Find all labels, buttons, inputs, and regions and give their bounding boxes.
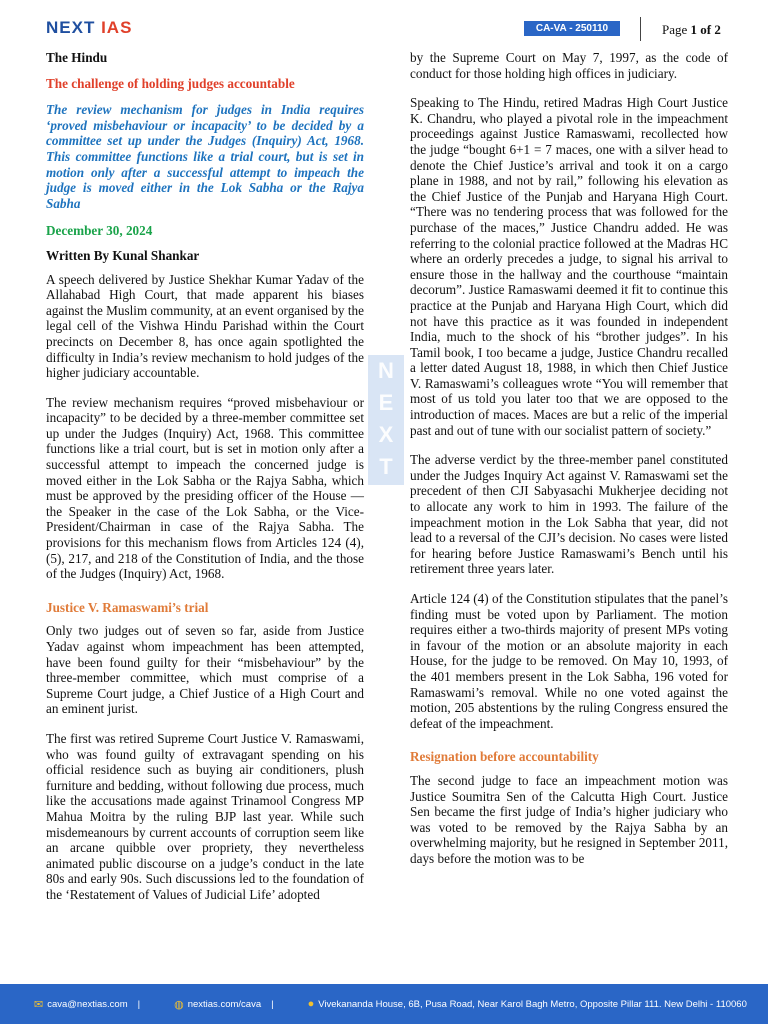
watermark-logo: N E X T: [368, 355, 404, 485]
article-deck: The review mechanism for judges in India requires ‘proved misbehaviour or incapacity’ to be decided by a committee set up under the Judges (Inquiry) Act, 1968. This committee functions like a trial court, but is set in motion only after a successful attempt to impeach the judge is moved either in the Lok Sabha or the Rajya Sabha: [46, 102, 364, 211]
page-prefix: Page: [662, 22, 691, 37]
body-paragraph: The review mechanism requires “proved misbehaviour or incapacity” to be decided by a three-member committee set up under the Judges (Inquiry) Act, 1968. This committee functions like a trial court, but is set in motion only after a successful attempt to impeach the concerned judge is moved either in the Lok Sabha or the Rajya Sabha, which must be approved by the presiding officer of the House — the Speaker in the case of the Lok Sabha, or the Vice-President/Chairman in case of the Rajya Sabha. The provisions for this mechanism flows from Articles 124 (4), (5), 217, and 218 of the Constitution of India, and the those of the Judges (Inquiry) Act, 1968.: [46, 394, 364, 582]
page-number: [662, 22, 721, 38]
right-column: [410, 50, 728, 881]
document-code-badge: CA-VA - 250110: [524, 21, 620, 36]
page-header: [0, 0, 768, 46]
footer-email[interactable]: [34, 998, 128, 1011]
left-column: [46, 50, 364, 917]
page-current: 1: [690, 22, 698, 37]
page-footer: [0, 984, 768, 1024]
body-paragraph: Article 124 (4) of the Constitution stipulates that the panel’s finding must be voted upon by Parliament. The motion requires either a two-thirds majority of present MPs voting in favour of the motion or an absolute majority in each House, for the judge to be removed. On May 10, 1993, of the 401 members present in the Lok Sabha, 196 voted for Ramaswami’s removal. While no one voted against the motion, 205 abstentions by the ruling Congress ensured the defeat of the impeachment.: [410, 591, 728, 731]
page-total: 2: [714, 22, 721, 37]
brand-logo: [46, 18, 132, 38]
article-source: The Hindu: [46, 50, 108, 65]
logo-main: NEXT: [46, 18, 96, 37]
body-paragraph: The second judge to face an impeachment motion was Justice Soumitra Sen of the Calcutta High Court. Justice Sen became the first judge of India’s higher judiciary who was voted to be removed by the Rajya Sabha by an overwhelming majority, but he resigned in September 2011, days before the motion was to be: [410, 772, 728, 866]
footer-separator: |: [137, 998, 141, 1010]
header-divider: [640, 17, 641, 41]
footer-address: [308, 998, 747, 1010]
body-paragraph: by the Supreme Court on May 7, 1997, as the code of conduct for those holding high offices in judiciary.: [410, 50, 728, 81]
body-paragraph: The adverse verdict by the three-member panel constituted under the Judges Inquiry Act against V. Ramaswami set the precedent of then CJI Sabyasachi Mukherjee deciding not to allocate any work to him in 1993. The failure of the impeachment motion in the Lok Sabha that year, did not lead to a reversal of the CJI’s decision. No cases were listed for hearing before Justice Ramaswami’s Bench until his retirement three years later.: [410, 452, 728, 577]
body-paragraph: Speaking to The Hindu, retired Madras High Court Justice K. Chandru, who played a pivotal role in the impeachment proceedings against Justice Ramaswami, recollected how the judge “bought 6+1 = 7 maces, one with a silver head to denote the Chief Justice’s arrival and took it on a cargo plane in 1988, and not by rail,” following his elevation as the Chief Justice of the Punjab and Haryana High Court. “There was no tendering process that was followed for the purchase of the maces,” Justice Chandru added. He was referring to the colonial practice followed at the Madras HC where an orderly precedes a judge, to signal his arrival to ensure those in the hallway and the courthouse “maintain decorum”. Justice Ramaswami deemed it fit to continue this practice at the Punjab and Haryana High Court, which did not have this practice as it was founded in independent India, much to the shock of his “brother judges”. In his Tamil book, I too became a judge, Justice Chandru recalled a letter dated August 18, 1988, in which then Chief Justice V. Ramaswami’s colleagues wrote “You will remember that most of us told you later too that we are opposed to the introduction of maces. Maces are but a relic of the imperial past and out of tune with our socialist pattern of society.”: [410, 95, 728, 438]
location-pin-icon: ●: [307, 998, 315, 1010]
mail-icon: ✉: [34, 998, 44, 1011]
body-paragraph: The first was retired Supreme Court Justice V. Ramaswami, who was found guilty of extravagant spending on his official residence such as buying air conditioners, plush furniture and bedding, without following due process, much like the accusations made against Trinamool Congress MP Mahua Moitra by the ruling BJP last year. While such misdemeanours by current accounts of corruption seem like an arcane quibble over propriety, they nevertheless animated public discourse on a judge’s conduct in the late 80s and early 90s. Such discussions led to the foundation of the ‘Restatement of Values of Judicial Life’ adopted: [46, 730, 364, 902]
footer-website[interactable]: [174, 998, 261, 1011]
logo-accent: IAS: [101, 18, 133, 37]
subheading-resignation: Resignation before accountability: [410, 749, 599, 765]
footer-address-text: Vivekananda House, 6B, Pusa Road, Near Karol Bagh Metro, Opposite Pillar 111. New Delhi - 110060: [318, 998, 747, 1010]
subheading-ramaswami-trial: Justice V. Ramaswami’s trial: [46, 599, 209, 615]
article-byline: Written By Kunal Shankar: [46, 247, 200, 263]
page-of: of: [697, 22, 715, 37]
footer-separator: |: [271, 998, 274, 1010]
article-headline: The challenge of holding judges accountable: [46, 75, 295, 91]
body-paragraph: Only two judges out of seven so far, aside from Justice Yadav against whom impeachment has been attempted, have been found guilty for their “misbehaviour” by the three-member committee, which must comprise of a Supreme Court judge, a Chief Justice of a High Court and an eminent jurist.: [46, 623, 364, 717]
article-date: December 30, 2024: [46, 223, 153, 239]
globe-icon: ◍: [174, 998, 184, 1011]
body-paragraph: A speech delivered by Justice Shekhar Kumar Yadav of the Allahabad High Court, that made apparent his biases against the Muslim community, at an event organised by the legal cell of the Vishwa Hindu Parishad within the Court precincts on December 8, has once again spotlighted the difficulty in India’s review mechanism to hold judges of the higher judiciary accountable.: [46, 271, 364, 381]
footer-email-text: cava@nextias.com: [47, 998, 128, 1010]
footer-website-text: nextias.com/cava: [187, 998, 262, 1010]
